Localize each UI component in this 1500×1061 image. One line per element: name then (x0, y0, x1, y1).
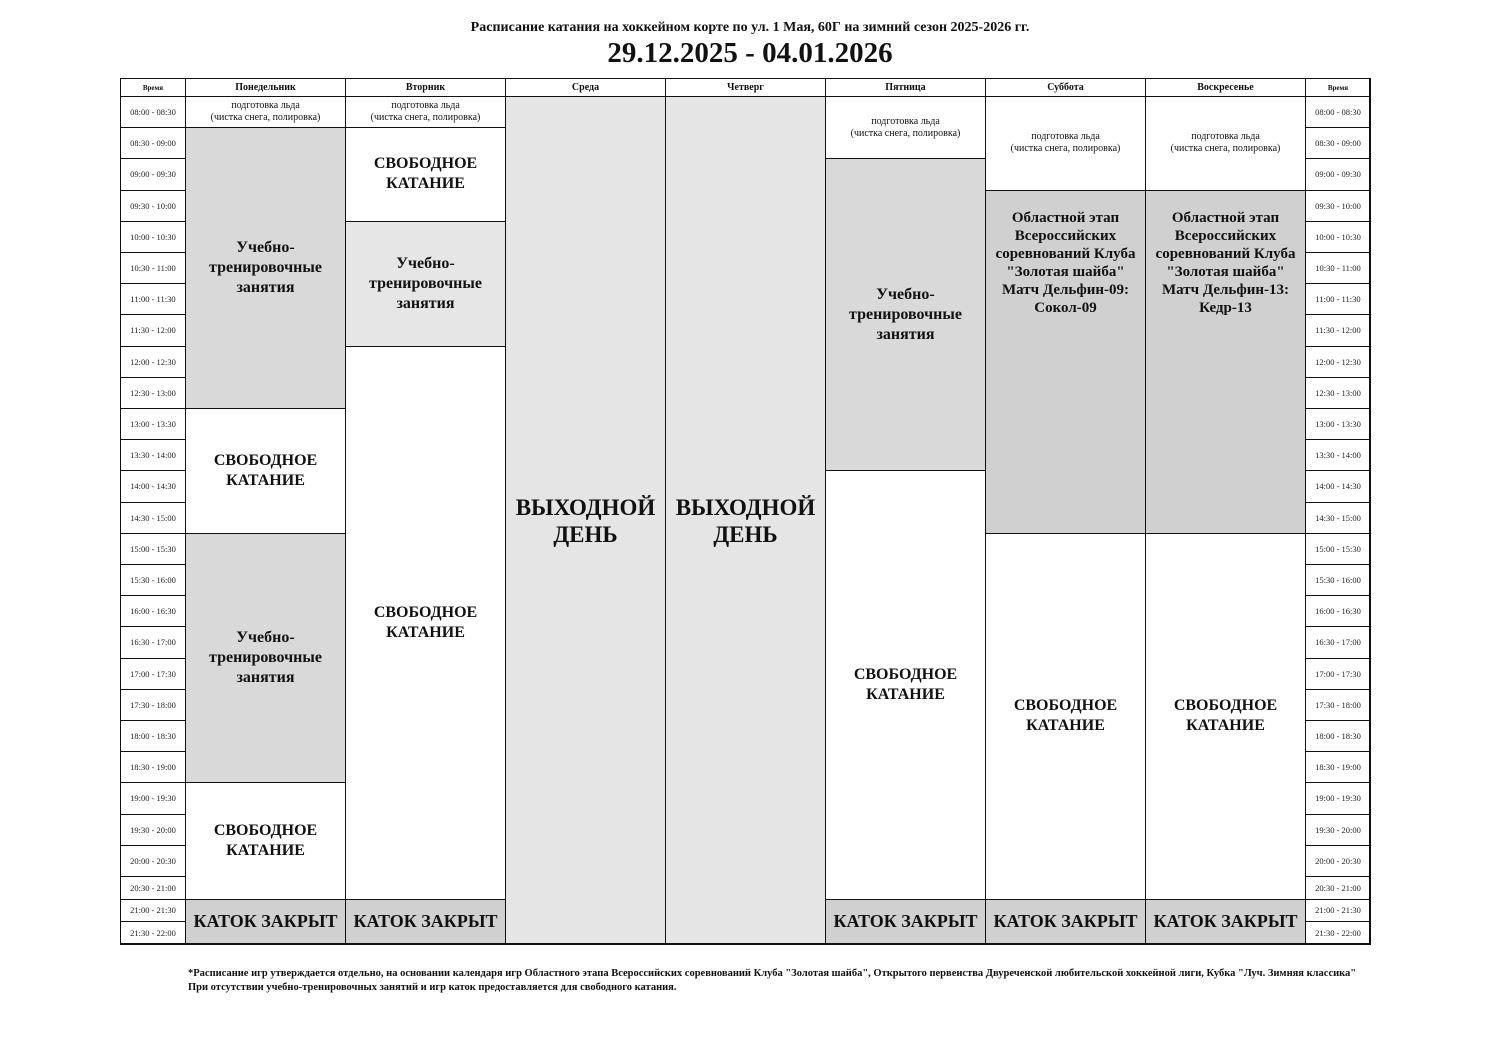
time-slot-left (120, 595, 186, 627)
time-slot-right-text: 12:30 - 13:00 (1315, 387, 1361, 398)
time-slot-left (120, 845, 186, 877)
time-slot-left-text: 10:30 - 11:00 (130, 263, 176, 274)
day-off-block (505, 96, 666, 945)
time-slot-right-text: 09:00 - 09:30 (1315, 169, 1361, 180)
training-block-text: Учебно-тренировочные занятия (369, 254, 482, 312)
time-slot-right-text: 14:30 - 15:00 (1315, 512, 1361, 523)
time-slot-right-text: 17:30 - 18:00 (1315, 699, 1361, 710)
time-slot-left (120, 252, 186, 284)
free-skating-block-text: СВОБОДНОЕ КАТАНИЕ (213, 822, 318, 860)
time-slot-left-text: 21:30 - 22:00 (130, 928, 176, 939)
ice-prep-text: (чистка снега, полировка) (210, 112, 321, 124)
schedule-date-range: 29.12.2025 - 04.01.2026 (607, 37, 893, 69)
time-slot-right-text: 10:30 - 11:00 (1315, 263, 1361, 274)
ice-prep-text: (чистка снега, полировка) (1170, 143, 1281, 155)
training-block (185, 533, 346, 784)
rink-closed-block (985, 899, 1146, 945)
time-slot-right (1305, 283, 1371, 315)
time-slot-left (120, 408, 186, 440)
time-slot-right-text: 12:00 - 12:30 (1315, 356, 1361, 367)
time-slot-left (120, 283, 186, 315)
ice-prep-text: подготовка льда (1191, 131, 1260, 143)
time-slot-right (1305, 533, 1371, 565)
time-slot-right-text: 19:00 - 19:30 (1315, 793, 1361, 804)
header-time-right (1305, 78, 1371, 97)
time-slot-left-text: 17:30 - 18:00 (130, 699, 176, 710)
time-slot-left (120, 658, 186, 690)
training-block (825, 158, 986, 471)
time-slot-left (120, 190, 186, 222)
rink-closed-block-text: КАТОК ЗАКРЫТ (353, 911, 498, 932)
header-day (505, 78, 666, 97)
time-slot-left (120, 158, 186, 190)
time-slot-left (120, 876, 186, 900)
time-slot-right (1305, 502, 1371, 534)
time-slot-right-text: 15:00 - 15:30 (1315, 543, 1361, 554)
header-day-text: Вторник (405, 82, 446, 93)
time-slot-left-text: 15:30 - 16:00 (130, 575, 176, 586)
time-slot-right-text: 09:30 - 10:00 (1315, 200, 1361, 211)
time-slot-right-text: 08:00 - 08:30 (1315, 107, 1361, 118)
free-skating-block-text: СВОБОДНОЕ КАТАНИЕ (373, 603, 478, 641)
time-slot-left-text: 19:30 - 20:00 (130, 824, 176, 835)
header-day (665, 78, 826, 97)
time-slot-left-text: 09:30 - 10:00 (130, 200, 176, 211)
time-slot-right (1305, 595, 1371, 627)
free-skating-block (1145, 533, 1306, 900)
footnote (188, 967, 1368, 995)
time-slot-right-text: 08:30 - 09:00 (1315, 138, 1361, 149)
time-slot-right (1305, 221, 1371, 253)
time-slot-right (1305, 658, 1371, 690)
time-slot-right (1305, 720, 1371, 752)
rink-closed-block (345, 899, 506, 945)
time-slot-right (1305, 252, 1371, 284)
free-skating-block (185, 782, 346, 899)
ice-prep-text: подготовка льда (391, 100, 460, 112)
time-slot-left-text: 12:30 - 13:00 (130, 387, 176, 398)
time-slot-left-text: 16:00 - 16:30 (130, 606, 176, 617)
time-slot-right (1305, 158, 1371, 190)
training-block-text: Учебно-тренировочные занятия (849, 285, 962, 343)
time-slot-left-text: 19:00 - 19:30 (130, 793, 176, 804)
time-slot-left-text: 20:00 - 20:30 (130, 855, 176, 866)
time-slot-right (1305, 96, 1371, 128)
time-slot-right-text: 18:30 - 19:00 (1315, 762, 1361, 773)
rink-closed-block-text: КАТОК ЗАКРЫТ (193, 911, 338, 932)
time-slot-right (1305, 689, 1371, 721)
header-day-text: Четверг (727, 82, 764, 93)
free-skating-block-text: СВОБОДНОЕ КАТАНИЕ (853, 666, 958, 704)
header-day (345, 78, 506, 97)
schedule-subtitle: Расписание катания на хоккейном корте по ул. 1 Мая, 60Г на зимний сезон 2025-2026 гг. (470, 20, 1030, 35)
ice-prep-text: (чистка снега, полировка) (850, 127, 961, 139)
time-slot-left (120, 899, 186, 923)
time-slot-left (120, 626, 186, 658)
match-block (985, 190, 1146, 534)
time-slot-right-text: 13:30 - 14:00 (1315, 450, 1361, 461)
header-time-left-text: Время (142, 83, 164, 92)
time-slot-right (1305, 751, 1371, 783)
time-slot-right (1305, 408, 1371, 440)
ice-prep-block (345, 96, 506, 128)
time-slot-right-text: 19:30 - 20:00 (1315, 824, 1361, 835)
rink-closed-block-text: КАТОК ЗАКРЫТ (1153, 911, 1298, 932)
time-slot-right (1305, 876, 1371, 900)
time-slot-right-text: 16:00 - 16:30 (1315, 606, 1361, 617)
time-slot-right (1305, 314, 1371, 346)
time-slot-right-text: 11:30 - 12:00 (1315, 325, 1361, 336)
training-block (345, 221, 506, 347)
free-skating-block (345, 127, 506, 222)
time-slot-left-text: 08:00 - 08:30 (130, 107, 176, 118)
time-slot-right-text: 20:30 - 21:00 (1315, 882, 1361, 893)
ice-prep-text: подготовка льда (1031, 131, 1100, 143)
time-slot-left (120, 564, 186, 596)
time-slot-right-text: 13:00 - 13:30 (1315, 419, 1361, 430)
time-slot-left (120, 533, 186, 565)
match-block-text: Областной этап Всероссийских соревнований Клуба "Золотая шайба" Матч Дельфин-13: Кедр-13 (1155, 209, 1296, 316)
time-slot-right-text: 17:00 - 17:30 (1315, 668, 1361, 679)
time-slot-right (1305, 814, 1371, 846)
time-slot-left-text: 08:30 - 09:00 (130, 138, 176, 149)
time-slot-left (120, 127, 186, 159)
time-slot-left (120, 470, 186, 502)
time-slot-left (120, 689, 186, 721)
match-block-text: Областной этап Всероссийских соревнований Клуба "Золотая шайба" Матч Дельфин-09: Сокол-09 (995, 209, 1136, 316)
time-slot-left-text: 18:00 - 18:30 (130, 731, 176, 742)
time-slot-left-text: 15:00 - 15:30 (130, 543, 176, 554)
ice-prep-text: подготовка льда (871, 115, 940, 127)
time-slot-left (120, 782, 186, 814)
header-day-text: Среда (571, 82, 600, 93)
time-slot-left (120, 346, 186, 378)
time-slot-left (120, 720, 186, 752)
time-slot-right (1305, 845, 1371, 877)
time-slot-left-text: 21:00 - 21:30 (130, 905, 176, 916)
footnote-line-2: При отсутствии учебно-тренировочных занятий и игр каток предоставляется для свободного катания. (188, 982, 677, 993)
time-slot-left (120, 314, 186, 346)
time-slot-left-text: 13:00 - 13:30 (130, 419, 176, 430)
time-slot-right-text: 15:30 - 16:00 (1315, 575, 1361, 586)
header-day (985, 78, 1146, 97)
header-day (825, 78, 986, 97)
time-slot-right-text: 20:00 - 20:30 (1315, 855, 1361, 866)
day-off-block (665, 96, 826, 945)
time-slot-left (120, 439, 186, 471)
time-slot-right (1305, 899, 1371, 923)
header-day (185, 78, 346, 97)
time-slot-left-text: 17:00 - 17:30 (130, 668, 176, 679)
free-skating-block-text: СВОБОДНОЕ КАТАНИЕ (373, 155, 478, 193)
time-slot-left-text: 14:30 - 15:00 (130, 512, 176, 523)
time-slot-right-text: 10:00 - 10:30 (1315, 231, 1361, 242)
time-slot-right (1305, 921, 1371, 945)
free-skating-block (825, 470, 986, 899)
time-slot-right-text: 21:00 - 21:30 (1315, 905, 1361, 916)
time-slot-right (1305, 564, 1371, 596)
header-day-text: Воскресенье (1197, 82, 1254, 93)
time-slot-right (1305, 470, 1371, 502)
header-day-text: Пятница (885, 82, 926, 93)
header-time-right-text: Время (1327, 83, 1349, 92)
time-slot-right-text: 14:00 - 14:30 (1315, 481, 1361, 492)
time-slot-right (1305, 190, 1371, 222)
time-slot-right (1305, 439, 1371, 471)
time-slot-right-text: 21:30 - 22:00 (1315, 928, 1361, 939)
time-slot-left-text: 12:00 - 12:30 (130, 356, 176, 367)
time-slot-right (1305, 782, 1371, 814)
time-slot-left-text: 13:30 - 14:00 (130, 450, 176, 461)
free-skating-block (985, 533, 1146, 900)
time-slot-left (120, 814, 186, 846)
rink-closed-block (185, 899, 346, 945)
free-skating-block (185, 408, 346, 534)
day-off-block-text: ВЫХОДНОЙ ДЕНЬ (675, 494, 816, 547)
time-slot-left-text: 11:30 - 12:00 (130, 325, 176, 336)
time-slot-left-text: 10:00 - 10:30 (130, 231, 176, 242)
training-block-text: Учебно-тренировочные занятия (209, 239, 322, 297)
time-slot-right (1305, 626, 1371, 658)
time-slot-left-text: 14:00 - 14:30 (130, 481, 176, 492)
match-block (1145, 190, 1306, 534)
training-block (185, 127, 346, 409)
time-slot-left (120, 96, 186, 128)
time-slot-right-text: 16:30 - 17:00 (1315, 637, 1361, 648)
header-day (1145, 78, 1306, 97)
time-slot-right (1305, 346, 1371, 378)
schedule-table (120, 78, 1370, 944)
free-skating-block-text: СВОБОДНОЕ КАТАНИЕ (213, 451, 318, 489)
time-slot-left-text: 16:30 - 17:00 (130, 637, 176, 648)
time-slot-left-text: 09:00 - 09:30 (130, 169, 176, 180)
rink-closed-block (825, 899, 986, 945)
rink-closed-block (1145, 899, 1306, 945)
free-skating-block-text: СВОБОДНОЕ КАТАНИЕ (1013, 697, 1118, 735)
time-slot-right (1305, 377, 1371, 409)
header-time-left (120, 78, 186, 97)
rink-closed-block-text: КАТОК ЗАКРЫТ (993, 911, 1138, 932)
free-skating-block (345, 346, 506, 900)
time-slot-right (1305, 127, 1371, 159)
day-off-block-text: ВЫХОДНОЙ ДЕНЬ (515, 494, 656, 547)
ice-prep-block (825, 96, 986, 159)
ice-prep-block (1145, 96, 1306, 191)
ice-prep-text: подготовка льда (231, 100, 300, 112)
footnote-line-1: *Расписание игр утверждается отдельно, на основании календаря игр Областного этапа Всероссийских соревнований Клуба "Золотая шайба", Открытого первенства Двуреченской любительской хоккейной лиги, Кубка "Луч. Зимняя классика" (188, 968, 1357, 979)
ice-prep-block (185, 96, 346, 128)
time-slot-left-text: 18:30 - 19:00 (130, 762, 176, 773)
header-day-text: Суббота (1047, 82, 1084, 93)
time-slot-left (120, 377, 186, 409)
ice-prep-text: (чистка снега, полировка) (1010, 143, 1121, 155)
time-slot-left (120, 221, 186, 253)
time-slot-right-text: 18:00 - 18:30 (1315, 731, 1361, 742)
time-slot-left-text: 11:00 - 11:30 (130, 294, 176, 305)
time-slot-left-text: 20:30 - 21:00 (130, 882, 176, 893)
free-skating-block-text: СВОБОДНОЕ КАТАНИЕ (1173, 697, 1278, 735)
ice-prep-block (985, 96, 1146, 191)
ice-prep-text: (чистка снега, полировка) (370, 112, 481, 124)
time-slot-left (120, 751, 186, 783)
rink-closed-block-text: КАТОК ЗАКРЫТ (833, 911, 978, 932)
time-slot-left (120, 921, 186, 945)
training-block-text: Учебно-тренировочные занятия (209, 629, 322, 687)
header-day-text: Понедельник (235, 82, 296, 93)
time-slot-left (120, 502, 186, 534)
time-slot-right-text: 11:00 - 11:30 (1315, 294, 1361, 305)
